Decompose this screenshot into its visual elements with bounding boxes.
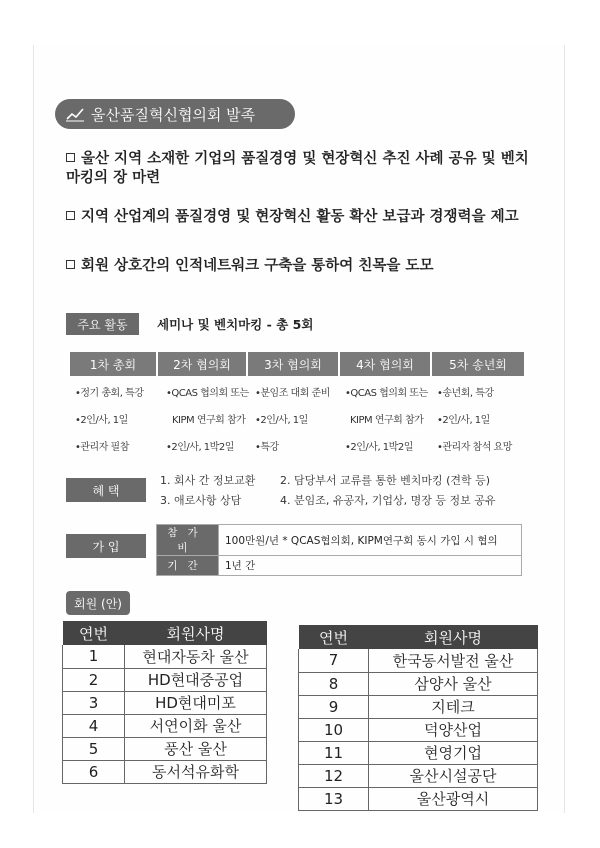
- activity-item: •QCAS 협의회 또는: [345, 388, 428, 399]
- activity-item: •2인/사, 1박2일: [345, 442, 413, 453]
- main-activity-summary: 세미나 및 벤치마킹 - 총 5회: [157, 317, 314, 332]
- section-title: [55, 99, 295, 129]
- activity-head-1: 1차 총회: [70, 352, 156, 376]
- bullet-3: 회원 상호간의 인적네트워크 구축을 통하여 친목을 도모: [66, 257, 433, 276]
- activity-head-5: 5차 송년회: [432, 352, 524, 376]
- table-row: 9 지테크: [299, 695, 538, 718]
- activity-item: KIPM 연구회 참가: [350, 415, 424, 426]
- checkbox-bullet-icon: [66, 153, 75, 162]
- members-table-right: [298, 625, 538, 811]
- table-row: 11 현영기업: [299, 741, 538, 764]
- members-label: 회원 (안): [66, 591, 130, 615]
- benefit-item: 2. 담당부서 교류를 통한 벤치마킹 (견학 등): [280, 474, 491, 487]
- table-row: 2 HD현대중공업: [63, 668, 267, 691]
- period-value: 1년 간: [219, 556, 522, 576]
- table-row: 6 동서석유화학: [63, 760, 267, 783]
- activity-item: •QCAS 협의회 또는: [166, 388, 249, 399]
- table-row: 5 풍산 울산: [63, 737, 267, 760]
- checkbox-bullet-icon: [66, 260, 75, 269]
- activity-item: •2인/사, 1박2일: [166, 442, 234, 453]
- activity-item: •정기 총회, 특강: [75, 388, 144, 399]
- period-key: 기간: [157, 556, 219, 576]
- benefit-item: 1. 회사 간 정보교환: [160, 474, 256, 487]
- activity-item: •관리자 참석 요망: [437, 442, 512, 453]
- table-row: 13 울산광역시: [299, 787, 538, 810]
- col-name-header: 회원사명: [125, 621, 267, 645]
- activity-item: •2인/사, 1일: [437, 415, 490, 426]
- bullet-2: 지역 산업계의 품질경영 및 현장혁신 활동 확산 보급과 경쟁력을 제고: [66, 208, 519, 227]
- fee-key: 참가비: [157, 525, 219, 556]
- bullet-1: 울산 지역 소재한 기업의 품질경영 및 현장혁신 추진 사례 공유 및 벤치 마킹의 장 마련: [66, 151, 529, 186]
- col-name-header: 회원사명: [369, 625, 538, 649]
- activity-item: •2인/사, 1일: [255, 415, 308, 426]
- activity-item: •2인/사, 1일: [75, 415, 128, 426]
- table-row: 4 서연이화 울산: [63, 714, 267, 737]
- section-title-text: 울산품질혁신협의회 발족: [91, 105, 256, 124]
- table-row: 1 현대자동차 울산: [63, 645, 267, 668]
- join-label: 가 입: [66, 534, 146, 558]
- activity-head-2: 2차 협의회: [158, 352, 246, 376]
- table-row: 7 한국동서발전 울산: [299, 649, 538, 672]
- activity-head-3: 3차 협의회: [248, 352, 338, 376]
- checkbox-bullet-icon: [66, 211, 75, 220]
- col-no-header: 연번: [299, 625, 369, 649]
- members-table-left: [62, 621, 267, 784]
- activity-item: •관리자 필참: [75, 442, 129, 453]
- activity-item: •분임조 대회 준비: [255, 388, 330, 399]
- table-row: 10 덕양산업: [299, 718, 538, 741]
- benefit-item: 3. 애로사항 상담: [160, 494, 242, 507]
- activity-item: •송년회, 특강: [437, 388, 494, 399]
- benefits-label: 혜 택: [66, 478, 146, 502]
- activity-item: KIPM 연구회 참가: [172, 415, 246, 426]
- table-row: 8 삼양사 울산: [299, 672, 538, 695]
- trend-chart-icon: [65, 106, 85, 122]
- main-activity-label: 주요 활동: [66, 313, 139, 335]
- join-table: [156, 524, 522, 576]
- table-row: 3 HD현대미포: [63, 691, 267, 714]
- fee-value: 100만원/년 * QCAS협의회, KIPM연구회 동시 가입 시 협의: [219, 525, 522, 556]
- activity-item: •특강: [255, 442, 279, 453]
- activity-head-4: 4차 협의회: [340, 352, 430, 376]
- benefit-item: 4. 분임조, 유공자, 기업상, 명장 등 정보 공유: [280, 494, 496, 507]
- col-no-header: 연번: [63, 621, 125, 645]
- table-row: 12 울산시설공단: [299, 764, 538, 787]
